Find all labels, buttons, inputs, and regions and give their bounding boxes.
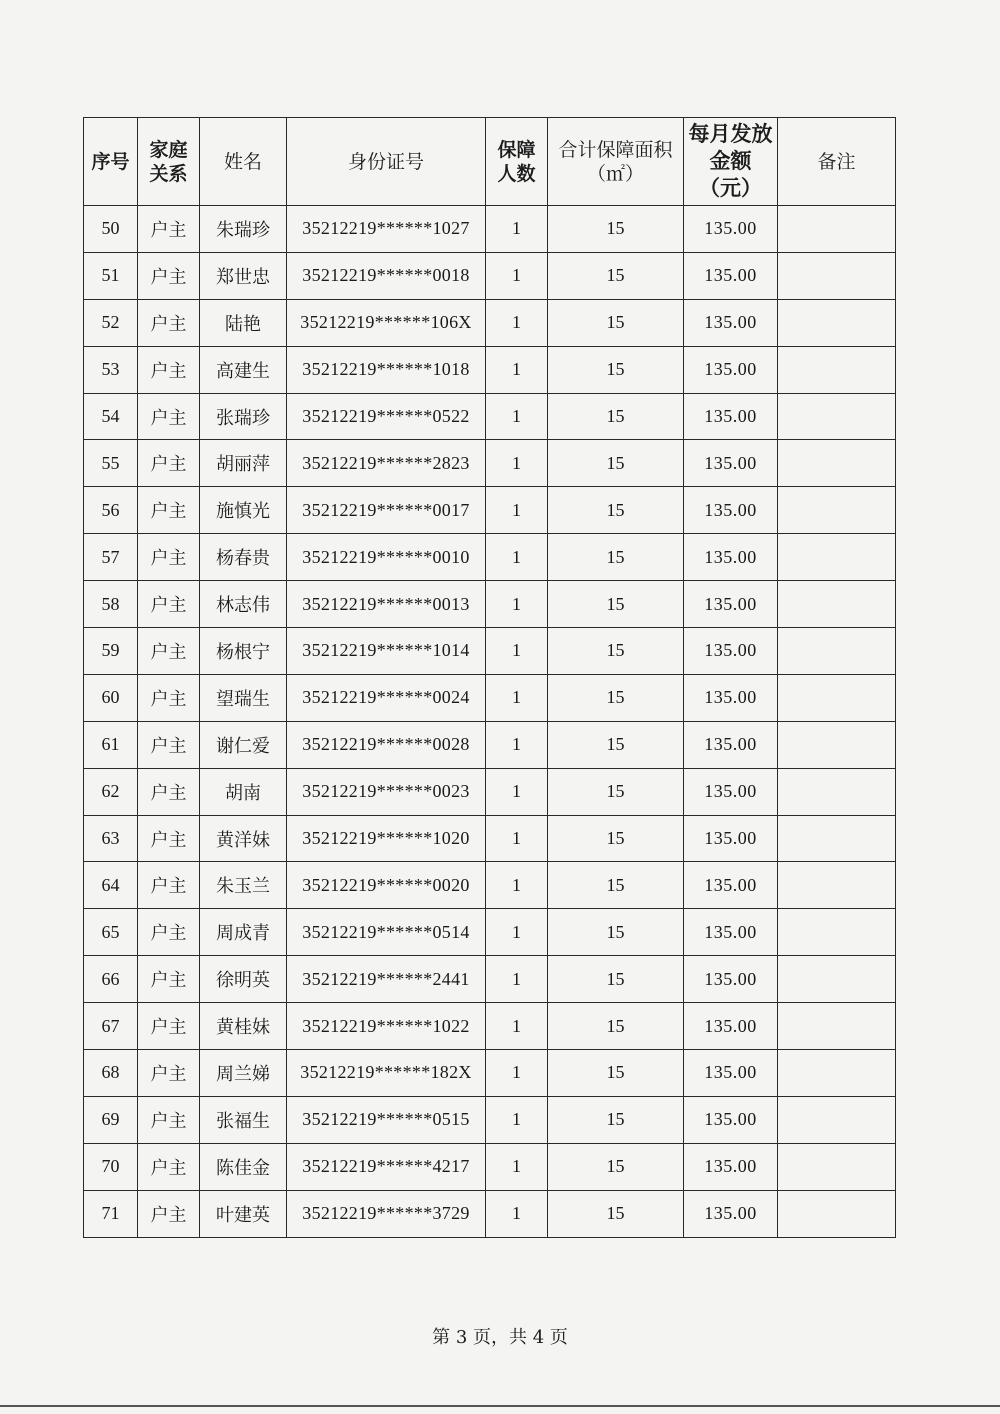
cell-amount: 135.00 — [684, 487, 778, 534]
cell-amount: 135.00 — [684, 909, 778, 956]
cell-remark — [778, 674, 896, 721]
cell-id-number: 35212219******0024 — [287, 674, 486, 721]
cell-remark — [778, 1003, 896, 1050]
cell-relation: 户主 — [138, 1050, 200, 1097]
table-row — [84, 1096, 896, 1143]
header-seq: 序号 — [84, 118, 138, 206]
table-row — [84, 628, 896, 675]
cell-remark — [778, 1190, 896, 1237]
cell-persons: 1 — [486, 1143, 548, 1190]
cell-id-number: 35212219******106X — [287, 299, 486, 346]
cell-relation: 户主 — [138, 674, 200, 721]
cell-seq: 68 — [84, 1050, 138, 1097]
cell-id-number: 35212219******0028 — [287, 721, 486, 768]
cell-seq: 64 — [84, 862, 138, 909]
cell-name: 郑世忠 — [200, 252, 287, 299]
cell-persons: 1 — [486, 721, 548, 768]
cell-amount: 135.00 — [684, 440, 778, 487]
cell-relation: 户主 — [138, 346, 200, 393]
table-row — [84, 674, 896, 721]
cell-name: 张福生 — [200, 1096, 287, 1143]
cell-area: 15 — [548, 909, 684, 956]
cell-name: 高建生 — [200, 346, 287, 393]
cell-name: 陆艳 — [200, 299, 287, 346]
cell-amount: 135.00 — [684, 581, 778, 628]
header-area — [548, 118, 684, 206]
cell-amount: 135.00 — [684, 1096, 778, 1143]
cell-relation: 户主 — [138, 393, 200, 440]
cell-area: 15 — [548, 721, 684, 768]
cell-area: 15 — [548, 252, 684, 299]
cell-persons: 1 — [486, 1096, 548, 1143]
cell-name: 施慎光 — [200, 487, 287, 534]
cell-area: 15 — [548, 1190, 684, 1237]
cell-seq: 71 — [84, 1190, 138, 1237]
cell-seq: 50 — [84, 206, 138, 253]
cell-relation: 户主 — [138, 581, 200, 628]
table-row — [84, 534, 896, 581]
cell-seq: 65 — [84, 909, 138, 956]
cell-persons: 1 — [486, 815, 548, 862]
cell-name: 叶建英 — [200, 1190, 287, 1237]
cell-relation: 户主 — [138, 862, 200, 909]
cell-remark — [778, 628, 896, 675]
cell-seq: 62 — [84, 768, 138, 815]
cell-relation: 户主 — [138, 1003, 200, 1050]
cell-area: 15 — [548, 581, 684, 628]
cell-persons: 1 — [486, 862, 548, 909]
table-row — [84, 393, 896, 440]
cell-name: 谢仁爱 — [200, 721, 287, 768]
cell-amount: 135.00 — [684, 299, 778, 346]
cell-persons: 1 — [486, 534, 548, 581]
cell-relation: 户主 — [138, 1096, 200, 1143]
cell-amount: 135.00 — [684, 1003, 778, 1050]
cell-area: 15 — [548, 815, 684, 862]
cell-remark — [778, 1096, 896, 1143]
cell-area: 15 — [548, 768, 684, 815]
cell-persons: 1 — [486, 581, 548, 628]
cell-persons: 1 — [486, 487, 548, 534]
cell-area: 15 — [548, 487, 684, 534]
header-persons-text: 保障人数 — [497, 138, 536, 185]
cell-amount: 135.00 — [684, 1050, 778, 1097]
cell-remark — [778, 440, 896, 487]
cell-area: 15 — [548, 393, 684, 440]
page-bottom-rule — [0, 1405, 1000, 1407]
cell-seq: 69 — [84, 1096, 138, 1143]
cell-remark — [778, 909, 896, 956]
page-number: 第 3 页，共 4 页 — [432, 1327, 568, 1348]
cell-name: 胡丽萍 — [200, 440, 287, 487]
cell-remark — [778, 1050, 896, 1097]
table-row — [84, 252, 896, 299]
cell-amount: 135.00 — [684, 393, 778, 440]
table-row — [84, 862, 896, 909]
cell-persons: 1 — [486, 628, 548, 675]
cell-persons: 1 — [486, 674, 548, 721]
cell-relation: 户主 — [138, 252, 200, 299]
cell-id-number: 35212219******1027 — [287, 206, 486, 253]
roster-body — [84, 206, 896, 1238]
cell-remark — [778, 206, 896, 253]
cell-area: 15 — [548, 1003, 684, 1050]
cell-amount: 135.00 — [684, 721, 778, 768]
table-row — [84, 1143, 896, 1190]
roster-table — [83, 117, 896, 1238]
cell-relation: 户主 — [138, 1143, 200, 1190]
cell-id-number: 35212219******1022 — [287, 1003, 486, 1050]
cell-persons: 1 — [486, 956, 548, 1003]
cell-id-number: 35212219******1020 — [287, 815, 486, 862]
cell-amount: 135.00 — [684, 628, 778, 675]
cell-id-number: 35212219******0515 — [287, 1096, 486, 1143]
table-row — [84, 581, 896, 628]
cell-area: 15 — [548, 206, 684, 253]
cell-area: 15 — [548, 1050, 684, 1097]
cell-seq: 55 — [84, 440, 138, 487]
table-row — [84, 440, 896, 487]
table-row — [84, 1050, 896, 1097]
cell-seq: 59 — [84, 628, 138, 675]
cell-remark — [778, 252, 896, 299]
cell-seq: 56 — [84, 487, 138, 534]
cell-relation: 户主 — [138, 487, 200, 534]
header-relation — [138, 118, 200, 206]
cell-id-number: 35212219******0023 — [287, 768, 486, 815]
cell-persons: 1 — [486, 1050, 548, 1097]
cell-id-number: 35212219******0514 — [287, 909, 486, 956]
cell-name: 朱玉兰 — [200, 862, 287, 909]
cell-area: 15 — [548, 674, 684, 721]
cell-area: 15 — [548, 534, 684, 581]
cell-area: 15 — [548, 1096, 684, 1143]
table-row — [84, 346, 896, 393]
cell-seq: 66 — [84, 956, 138, 1003]
cell-name: 杨根宁 — [200, 628, 287, 675]
cell-relation: 户主 — [138, 628, 200, 675]
cell-id-number: 35212219******4217 — [287, 1143, 486, 1190]
cell-relation: 户主 — [138, 909, 200, 956]
cell-remark — [778, 581, 896, 628]
cell-id-number: 35212219******182X — [287, 1050, 486, 1097]
cell-relation: 户主 — [138, 956, 200, 1003]
cell-area: 15 — [548, 299, 684, 346]
cell-persons: 1 — [486, 768, 548, 815]
cell-id-number: 35212219******2823 — [287, 440, 486, 487]
cell-amount: 135.00 — [684, 534, 778, 581]
header-amount — [684, 118, 778, 206]
cell-id-number: 35212219******0020 — [287, 862, 486, 909]
cell-amount: 135.00 — [684, 206, 778, 253]
cell-remark — [778, 721, 896, 768]
cell-name: 黄洋妹 — [200, 815, 287, 862]
cell-amount: 135.00 — [684, 346, 778, 393]
table-row — [84, 956, 896, 1003]
cell-id-number: 35212219******2441 — [287, 956, 486, 1003]
header-remark: 备注 — [778, 118, 896, 206]
cell-seq: 61 — [84, 721, 138, 768]
cell-seq: 70 — [84, 1143, 138, 1190]
cell-id-number: 35212219******3729 — [287, 1190, 486, 1237]
cell-name: 杨春贵 — [200, 534, 287, 581]
cell-area: 15 — [548, 346, 684, 393]
cell-remark — [778, 768, 896, 815]
cell-relation: 户主 — [138, 206, 200, 253]
cell-id-number: 35212219******1014 — [287, 628, 486, 675]
cell-name: 黄桂妹 — [200, 1003, 287, 1050]
cell-area: 15 — [548, 440, 684, 487]
cell-persons: 1 — [486, 1003, 548, 1050]
cell-relation: 户主 — [138, 768, 200, 815]
cell-relation: 户主 — [138, 1190, 200, 1237]
cell-persons: 1 — [486, 252, 548, 299]
cell-persons: 1 — [486, 1190, 548, 1237]
cell-persons: 1 — [486, 346, 548, 393]
cell-name: 徐明英 — [200, 956, 287, 1003]
table-row — [84, 815, 896, 862]
header-relation-text: 家庭关系 — [149, 138, 188, 185]
cell-id-number: 35212219******0018 — [287, 252, 486, 299]
cell-remark — [778, 534, 896, 581]
cell-persons: 1 — [486, 440, 548, 487]
cell-remark — [778, 393, 896, 440]
cell-amount: 135.00 — [684, 674, 778, 721]
table-row — [84, 1190, 896, 1237]
cell-name: 周成青 — [200, 909, 287, 956]
cell-amount: 135.00 — [684, 1143, 778, 1190]
cell-remark — [778, 487, 896, 534]
cell-persons: 1 — [486, 909, 548, 956]
header-area-text: 合计保障面积（㎡） — [558, 138, 673, 185]
cell-name: 胡南 — [200, 768, 287, 815]
header-id: 身份证号 — [287, 118, 486, 206]
table-row — [84, 206, 896, 253]
cell-amount: 135.00 — [684, 815, 778, 862]
cell-id-number: 35212219******1018 — [287, 346, 486, 393]
table-row — [84, 721, 896, 768]
cell-seq: 58 — [84, 581, 138, 628]
table-row — [84, 487, 896, 534]
cell-id-number: 35212219******0522 — [287, 393, 486, 440]
cell-name: 张瑞珍 — [200, 393, 287, 440]
cell-persons: 1 — [486, 206, 548, 253]
cell-relation: 户主 — [138, 815, 200, 862]
cell-persons: 1 — [486, 393, 548, 440]
cell-remark — [778, 1143, 896, 1190]
cell-seq: 51 — [84, 252, 138, 299]
cell-area: 15 — [548, 862, 684, 909]
cell-amount: 135.00 — [684, 862, 778, 909]
cell-id-number: 35212219******0013 — [287, 581, 486, 628]
cell-seq: 60 — [84, 674, 138, 721]
cell-relation: 户主 — [138, 299, 200, 346]
cell-seq: 67 — [84, 1003, 138, 1050]
cell-remark — [778, 956, 896, 1003]
table-row — [84, 1003, 896, 1050]
cell-persons: 1 — [486, 299, 548, 346]
cell-amount: 135.00 — [684, 1190, 778, 1237]
cell-amount: 135.00 — [684, 768, 778, 815]
table-row — [84, 299, 896, 346]
cell-name: 陈佳金 — [200, 1143, 287, 1190]
cell-remark — [778, 815, 896, 862]
header-amount-text: 每月发放金额（元） — [688, 122, 773, 200]
cell-seq: 52 — [84, 299, 138, 346]
cell-seq: 53 — [84, 346, 138, 393]
table-row — [84, 909, 896, 956]
cell-remark — [778, 862, 896, 909]
table-row — [84, 768, 896, 815]
cell-name: 望瑞生 — [200, 674, 287, 721]
cell-seq: 54 — [84, 393, 138, 440]
cell-amount: 135.00 — [684, 252, 778, 299]
cell-area: 15 — [548, 956, 684, 1003]
cell-relation: 户主 — [138, 534, 200, 581]
cell-relation: 户主 — [138, 721, 200, 768]
header-persons — [486, 118, 548, 206]
header-name: 姓名 — [200, 118, 287, 206]
cell-id-number: 35212219******0010 — [287, 534, 486, 581]
cell-remark — [778, 346, 896, 393]
cell-area: 15 — [548, 1143, 684, 1190]
cell-area: 15 — [548, 628, 684, 675]
cell-name: 林志伟 — [200, 581, 287, 628]
table-header-row — [84, 118, 896, 206]
cell-name: 朱瑞珍 — [200, 206, 287, 253]
cell-relation: 户主 — [138, 440, 200, 487]
cell-seq: 63 — [84, 815, 138, 862]
cell-id-number: 35212219******0017 — [287, 487, 486, 534]
cell-remark — [778, 299, 896, 346]
cell-name: 周兰娣 — [200, 1050, 287, 1097]
cell-amount: 135.00 — [684, 956, 778, 1003]
cell-seq: 57 — [84, 534, 138, 581]
